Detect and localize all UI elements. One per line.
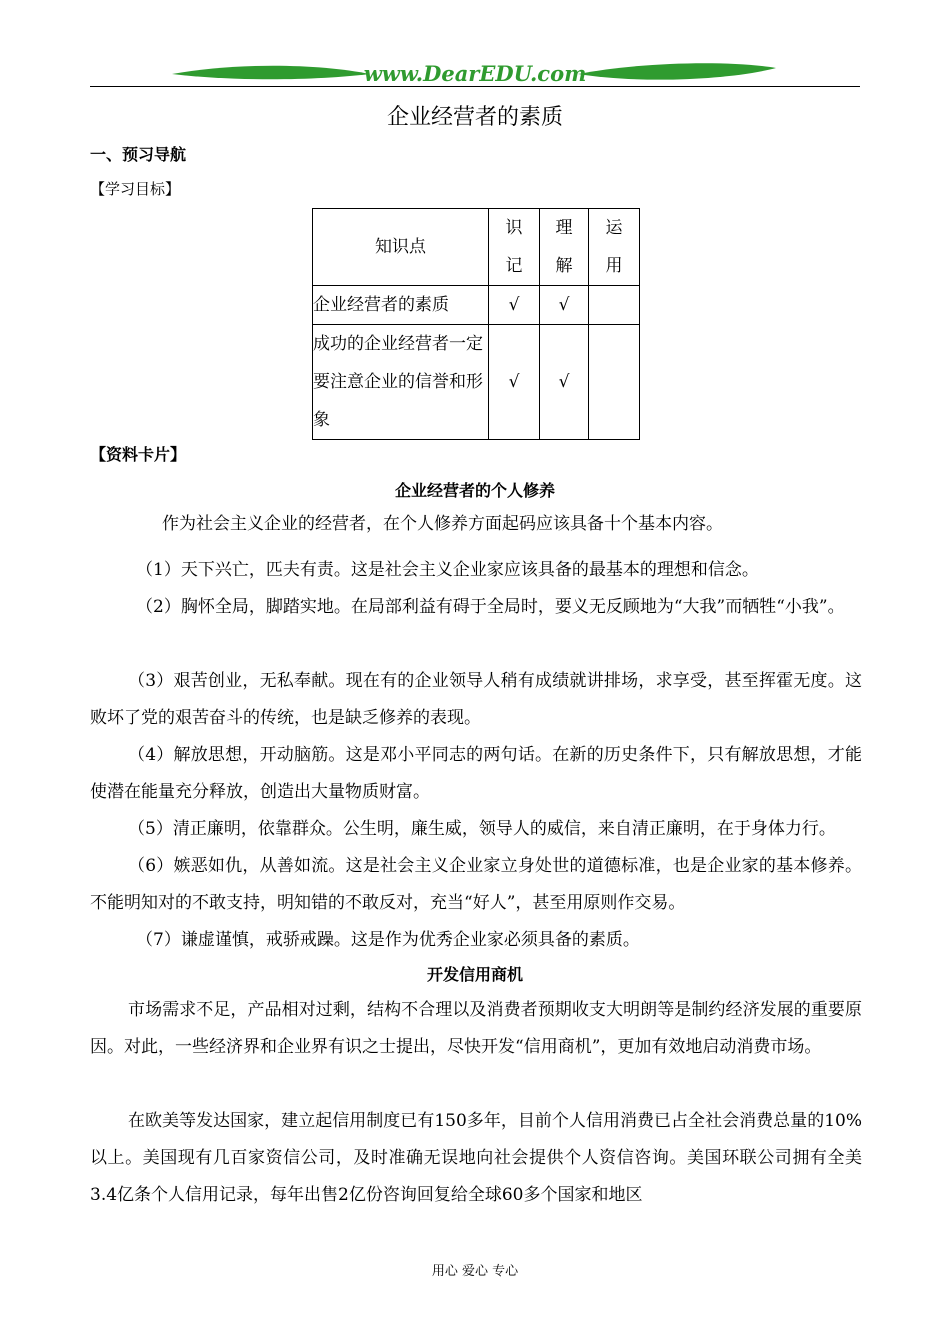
header-memorize: 识记 [489, 209, 540, 286]
article1-item-6: （6）嫉恶如仇，从善如流。这是社会主义企业家立身处世的道德标准，也是企业家的基本修养。不能明知对的不敢支持，明知错的不敢反对，充当“好人”，甚至用原则作交易。 [90, 856, 862, 913]
goals-table [312, 208, 640, 440]
section-heading: 一、预习导航 [90, 145, 187, 164]
article1-item-4: （4）解放思想，开动脑筋。这是邓小平同志的两句话。在新的历史条件下，只有解放思想，才能使潜在能量充分释放，创造出大量物质财富。 [90, 745, 862, 802]
article1-item-2: （2）胸怀全局，脚踏实地。在局部利益有碍于全局时，要义无反顾地为“大我”而牺牲“小我”。 [136, 597, 845, 617]
article1-intro: 作为社会主义企业的经营者，在个人修养方面起码应该具备十个基本内容。 [162, 514, 723, 534]
header-apply: 运用 [589, 209, 640, 286]
row-topic: 成功的企业经营者一定要注意企业的信誉和形象 [313, 325, 489, 440]
article1-item-5: （5）清正廉明，依靠群众。公生明，廉生威，领导人的威信，来自清正廉明，在于身体力行。 [128, 819, 836, 839]
table-row [313, 286, 640, 325]
article2-paragraph-1: 市场需求不足，产品相对过剩，结构不合理以及消费者预期收支大明朗等是制约经济发展的重要原因。对此，一些经济界和企业界有识之士提出，尽快开发“信用商机”，更加有效地启动消费市场。 [90, 1000, 862, 1057]
row-apply-check [589, 286, 640, 325]
article1-item-3: （3）艰苦创业，无私奉献。现在有的企业领导人稍有成绩就讲排场，求享受，甚至挥霍无度。这败坏了党的艰苦奋斗的传统，也是缺乏修养的表现。 [90, 671, 862, 728]
article1-item-1: （1）天下兴亡，匹夫有责。这是社会主义企业家应该具备的最基本的理想和信念。 [136, 560, 759, 580]
header-rule [90, 86, 860, 87]
row-understand-check: √ [540, 286, 589, 325]
row-apply-check [589, 325, 640, 440]
table-row [313, 325, 640, 440]
header-topic: 知识点 [313, 209, 489, 286]
header-understand: 理解 [540, 209, 589, 286]
logo-text: www.DearEDU.com [363, 61, 587, 86]
learning-goals-label: 【学习目标】 [90, 180, 181, 198]
row-memorize-check: √ [489, 286, 540, 325]
row-understand-check: √ [540, 325, 589, 440]
article2-paragraph-2: 在欧美等发达国家，建立起信用制度已有150多年，目前个人信用消费已占全社会消费总量的10%以上。美国现有几百家资信公司，及时准确无误地向社会提供个人资信咨询。美国环联公司拥有全美3.4亿条个人信用记录，每年出售2亿份咨询回复给全球60多个国家和地区 [90, 1111, 862, 1205]
article2-heading: 开发信用商机 [426, 965, 523, 984]
article1-heading: 企业经营者的个人修养 [394, 481, 555, 500]
row-memorize-check: √ [489, 325, 540, 440]
resource-card-label: 【资料卡片】 [90, 445, 187, 464]
row-topic: 企业经营者的素质 [313, 286, 489, 325]
article1-item-7: （7）谦虚谨慎，戒骄戒躁。这是作为优秀企业家必须具备的素质。 [136, 930, 640, 950]
page-title: 企业经营者的素质 [386, 105, 563, 130]
page-footer: 用心 爱心 专心 [431, 1264, 519, 1279]
table-header-row [313, 209, 640, 286]
